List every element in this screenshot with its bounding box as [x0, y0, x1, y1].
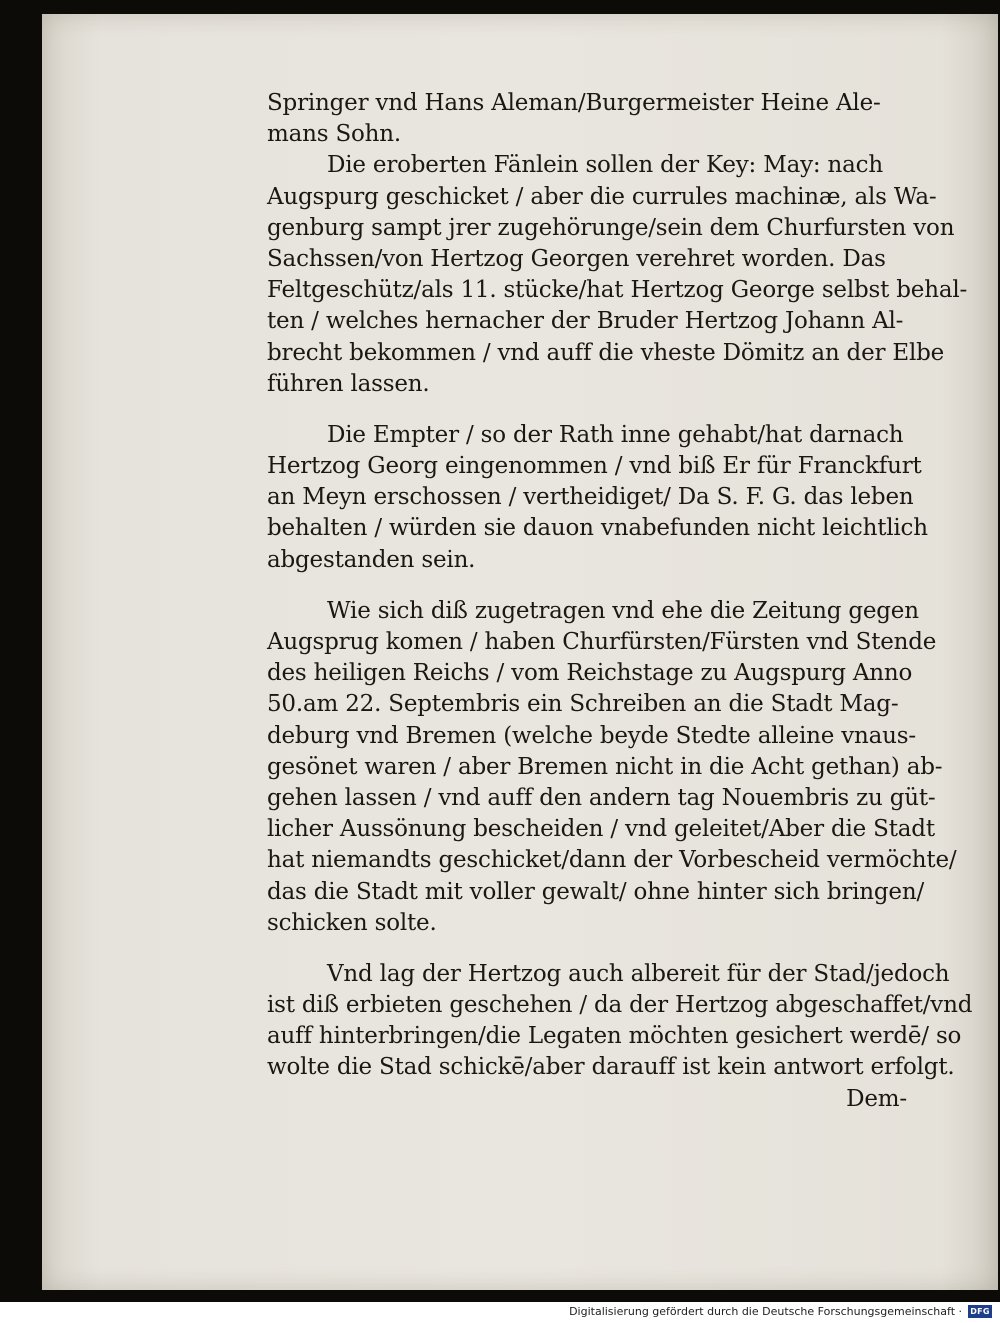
- text-line: Augspurg geschicket / aber die currules machinæ, als Wa-: [267, 183, 937, 210]
- funding-credit: Digitalisierung gefördert durch die Deutsche Forschungsgemeinschaft ·: [569, 1305, 962, 1318]
- text-line: Vnd lag der Hertzog auch albereit für der Stad/jedoch: [327, 960, 950, 987]
- catchword: Dem-: [846, 1085, 907, 1112]
- paragraph-1: [267, 88, 907, 150]
- text-line: Feltgeschütz/als 11. stücke/hat Hertzog George selbst behal-: [267, 277, 968, 304]
- dfg-logo-icon: DFG: [968, 1305, 992, 1318]
- text-line: das die Stadt mit voller gewalt/ ohne hinter sich bringen/: [267, 878, 925, 905]
- paragraph-gap: [267, 400, 907, 420]
- page-text: [267, 88, 973, 1115]
- text-line: schicken solte.: [267, 909, 437, 936]
- text-line: Die eroberten Fänlein sollen der Key: May: nach: [327, 152, 883, 179]
- text-line: mans Sohn.: [267, 121, 401, 148]
- text-line: gesönet waren / aber Bremen nicht in die Acht gethan) ab-: [267, 753, 943, 780]
- text-line: des heiligen Reichs / vom Reichstage zu Augspurg Anno: [267, 660, 913, 687]
- text-line: führen lassen.: [267, 370, 430, 397]
- paragraph-gap: [267, 939, 907, 959]
- text-line: Sachssen/von Hertzog Georgen verehret worden. Das: [267, 245, 886, 272]
- text-line: 50.am 22. Septembris ein Schreiben an die Stadt Mag-: [267, 691, 899, 718]
- text-line: Springer vnd Hans Aleman/Burgermeister Heine Ale-: [267, 90, 881, 116]
- paragraph-3: [267, 420, 928, 576]
- paragraph-4: [267, 596, 957, 939]
- text-line: Hertzog Georg eingenommen / vnd biß Er für Franckfurt: [267, 453, 922, 480]
- text-line: Wie sich diß zugetragen vnd ehe die Zeitung gegen: [327, 597, 919, 624]
- paragraph-5: [267, 959, 973, 1084]
- text-line: ist diß erbieten geschehen / da der Hertzog abgeschaffet/vnd: [267, 992, 973, 1019]
- text-line: hat niemandts geschicket/dann der Vorbescheid vermöchte/: [267, 847, 957, 874]
- text-line: an Meyn erschossen / vertheidiget/ Da S. F. G. das leben: [267, 484, 914, 511]
- text-line: gehen lassen / vnd auff den andern tag Nouembris zu güt-: [267, 784, 936, 811]
- text-line: behalten / würden sie dauon vnabefunden nicht leichtlich: [267, 515, 928, 542]
- text-line: auff hinterbringen/die Legaten möchten gesichert werdē/ so: [267, 1023, 962, 1050]
- text-line: licher Aussönung bescheiden / vnd geleitet/Aber die Stadt: [267, 816, 935, 843]
- text-line: ten / welches hernacher der Bruder Hertzog Johann Al-: [267, 308, 904, 335]
- text-line: deburg vnd Bremen (welche beyde Stedte alleine vnaus-: [267, 722, 916, 749]
- text-line: genburg sampt jrer zugehörunge/sein dem Churfursten von: [267, 214, 955, 241]
- text-line: Die Empter / so der Rath inne gehabt/hat darnach: [327, 421, 904, 448]
- text-line: Augsprug komen / haben Churfürsten/Fürsten vnd Stende: [267, 629, 937, 655]
- text-line: abgestanden sein.: [267, 546, 476, 573]
- text-line: wolte die Stad schickē/aber darauff ist kein antwort erfolgt.: [267, 1054, 955, 1081]
- paragraph-gap: [267, 576, 907, 596]
- footer-bar: [0, 1302, 1000, 1323]
- paragraph-2: [267, 150, 968, 400]
- book-page: [42, 14, 998, 1290]
- text-line: brecht bekommen / vnd auff die vheste Dömitz an der Elbe: [267, 339, 945, 366]
